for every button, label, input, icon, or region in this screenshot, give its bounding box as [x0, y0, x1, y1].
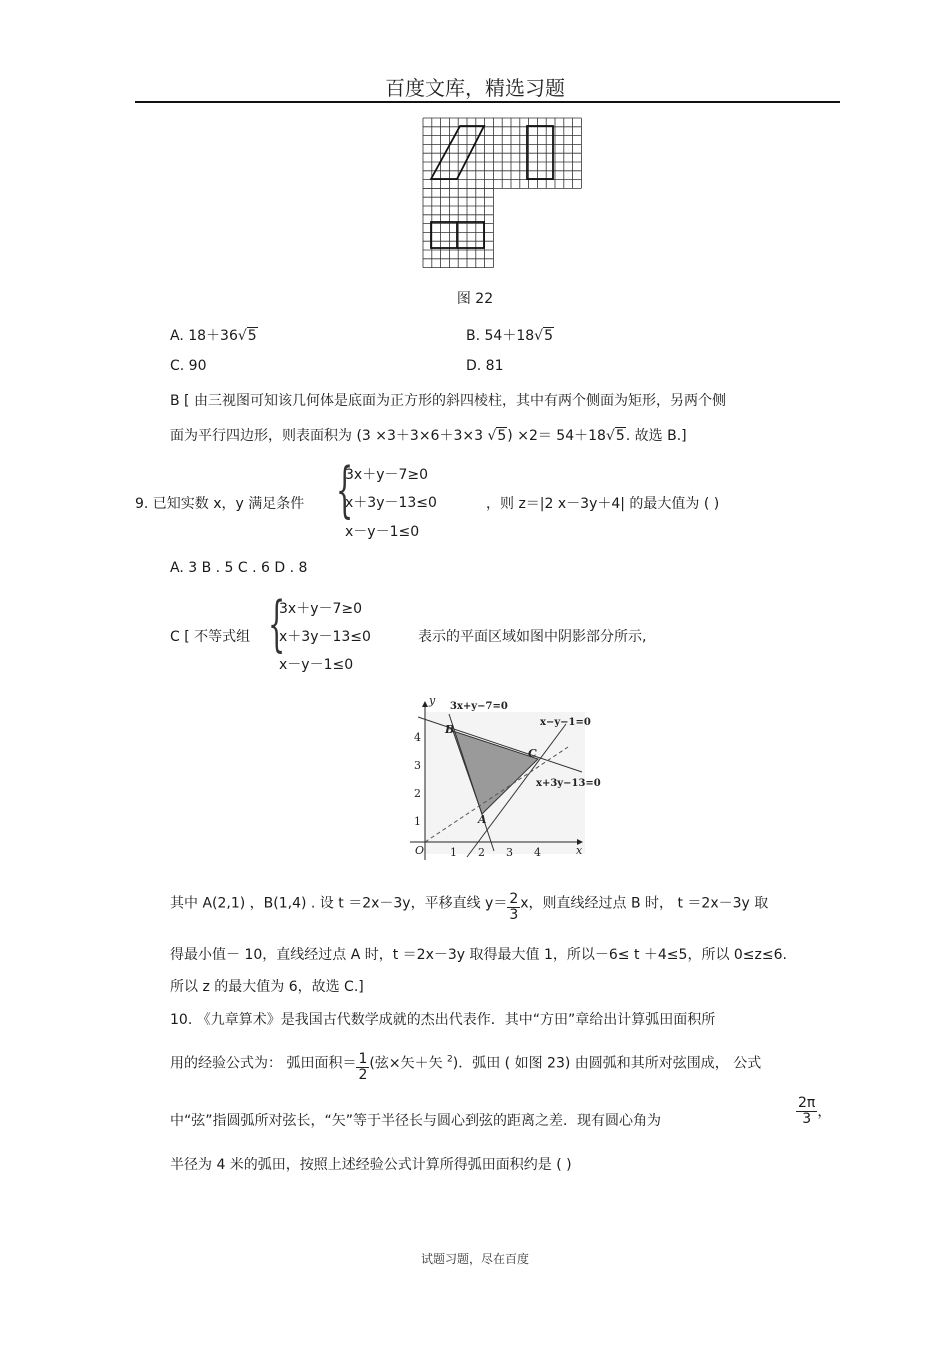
q9-answer-ineq-1: 3x＋y－7≥0: [279, 601, 363, 617]
q9-brace: {: [336, 455, 354, 525]
q8-option-d: D. 81: [466, 358, 504, 374]
q8-answer-line2: 面为平行四边形，则表面积为 (3 ×3＋3×6＋3×3 √5) ×2＝ 54＋18√5. 故选 B.]: [170, 428, 687, 444]
q8-option-b: B. 54＋18√5: [466, 328, 553, 344]
label-x-y-1: x−y−1=0: [540, 717, 591, 728]
y-axis-label: y: [429, 694, 436, 707]
point-a-label: A: [478, 813, 487, 826]
q9-ineq-3: x－y－1≤0: [345, 524, 420, 540]
figure-22-caption: 图 22: [456, 291, 494, 307]
q8-option-c: C. 90: [170, 358, 207, 374]
y-tick-3: 3: [414, 759, 421, 772]
q9-answer-p1: 其中 A(2,1) ，B(1,4) . 设 t ＝2x－3y，平移直线 y＝ $\frac{2}{3}$ x，则直线经过点 B 时， t ＝2x－3y 取: [170, 891, 769, 924]
label-3x-y-7: 3x+y−7=0: [450, 701, 508, 712]
point-b-label: B: [445, 723, 455, 736]
x-tick-1: 1: [450, 846, 457, 859]
x-tick-3: 3: [506, 846, 513, 859]
q10-line1: 10. 《九章算术》是我国古代数学成就的杰出代表作．其中“方田”章给出计算弧田面积所: [170, 1012, 716, 1028]
x-tick-4: 4: [534, 846, 541, 859]
q10-line4: 半径为 4 米的弧田，按照上述经验公式计算所得弧田面积约是 ( ): [170, 1157, 572, 1173]
q9-stem-tail: ，则 z＝|2 x－3y＋4| 的最大值为 ( ): [486, 496, 720, 512]
page-footer: 试题习题，尽在百度: [420, 1252, 529, 1266]
q9-answer-ineq-2: x＋3y－13≤0: [279, 629, 371, 645]
q8-option-a: A. 18＋36√5: [170, 328, 257, 344]
q9-ineq-1: 3x＋y－7≥0: [345, 467, 429, 483]
origin-label: O: [415, 844, 425, 857]
q10-line3: 中“弦”指圆弧所对弦长，“矢”等于半径长与圆心到弦的距离之差．现有圆心角为: [170, 1113, 662, 1129]
label-x-3y-13: x+3y−13=0: [536, 778, 601, 789]
q9-answer-p2: 得最小值－ 10，直线经过点 A 时，t ＝2x－3y 取得最大值 1，所以－6≤ t ＋4≤5，所以 0≤z≤6.: [170, 947, 787, 963]
y-tick-2: 2: [414, 787, 421, 800]
page-header: 百度文库，精选习题: [385, 76, 565, 100]
q9-answer-prefix: C [ 不等式组: [170, 629, 251, 645]
y-tick-1: 1: [414, 815, 421, 828]
q10-line2: 用的经验公式为： 弧田面积＝ $\frac{1}{2}$ (弦×矢＋矢 $^2$)．弧田 ( 如图 23) 由圆弧和其所对弦围成， 公式: [170, 1051, 762, 1084]
q9-answer-p3: 所以 z 的最大值为 6，故选 C.]: [170, 979, 364, 995]
feasible-region-graph: [400, 692, 601, 867]
q9-answer-brace: {: [268, 589, 286, 659]
three-view-figure: [420, 116, 580, 276]
point-c-label: C: [528, 747, 537, 760]
q9-ineq-2: x＋3y－13≤0: [345, 495, 437, 511]
q9-answer-ineq-3: x－y－1≤0: [279, 657, 354, 673]
q10-angle: $\frac{2\pi}{3}$ ，: [798, 1095, 832, 1128]
q8-answer-line1: B [ 由三视图可知该几何体是底面为正方形的斜四棱柱，其中有两个侧面为矩形，另两个侧: [170, 393, 726, 409]
y-tick-4: 4: [414, 731, 421, 744]
q9-answer-suffix: 表示的平面区域如图中阴影部分所示,: [418, 629, 647, 645]
x-axis-label: x: [576, 844, 583, 857]
q9-stem: 9. 已知实数 x，y 满足条件: [135, 496, 305, 512]
header-rule: [135, 101, 840, 103]
x-tick-2: 2: [478, 846, 485, 859]
q9-options: A. 3 B . 5 C . 6 D . 8: [170, 560, 308, 576]
